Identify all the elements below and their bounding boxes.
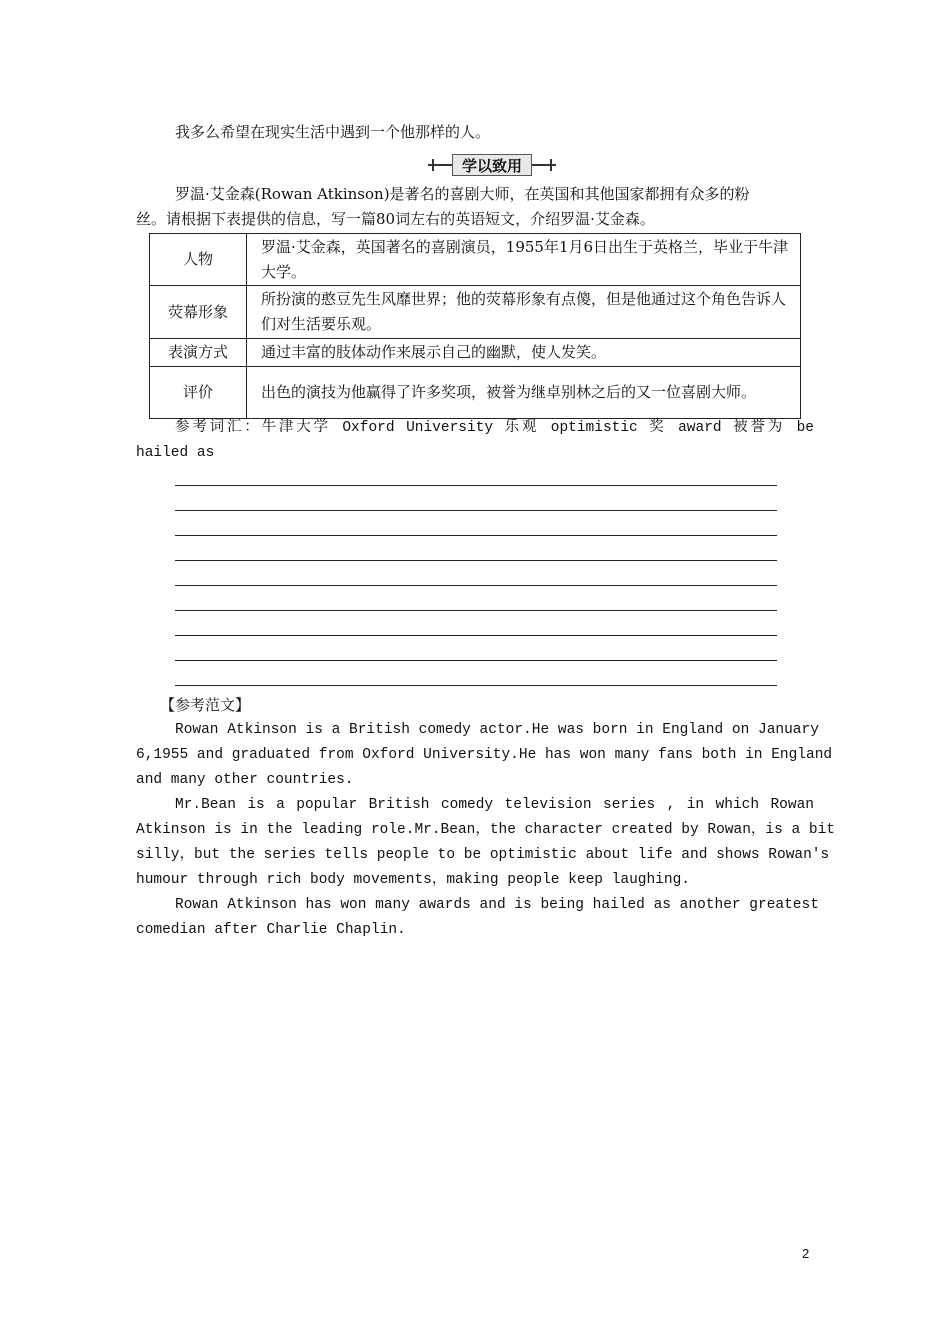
writing-line[interactable] — [175, 660, 777, 661]
vocab-line-2: hailed as — [136, 445, 215, 461]
info-table — [149, 233, 801, 419]
section-title: 学以致用 — [452, 154, 532, 176]
sample-line: and many other countries. — [136, 772, 354, 788]
row-key: 荧幕形象 — [150, 286, 247, 339]
heading-rule-right — [532, 164, 556, 166]
sample-line: humour through rich body movements，making people keep laughing. — [136, 872, 690, 888]
writing-line[interactable] — [175, 535, 777, 536]
writing-line[interactable] — [175, 510, 777, 511]
table-row — [150, 234, 801, 286]
task-line-2: 丝。请根据下表提供的信息，写一篇80词左右的英语短文，介绍罗温·艾金森。 — [136, 210, 655, 228]
row-key: 人物 — [150, 234, 247, 286]
writing-line[interactable] — [175, 610, 777, 611]
intro-line: 我多么希望在现实生活中遇到一个他那样的人。 — [175, 123, 491, 141]
sample-line: silly，but the series tells people to be optimistic about life and shows Rowan's — [136, 847, 830, 863]
sample-line: 6,1955 and graduated from Oxford University.He has won many fans both in England — [136, 747, 833, 763]
heading-tick-left — [432, 159, 434, 171]
sample-line: Rowan Atkinson is a British comedy actor.He was born in England on January — [175, 722, 819, 738]
writing-line[interactable] — [175, 685, 777, 686]
row-key: 评价 — [150, 367, 247, 419]
table-row — [150, 339, 801, 367]
row-value: 通过丰富的肢体动作来展示自己的幽默，使人发笑。 — [247, 339, 801, 367]
writing-line[interactable] — [175, 560, 777, 561]
table-row — [150, 286, 801, 339]
writing-line[interactable] — [175, 585, 777, 586]
row-value: 罗温·艾金森，英国著名的喜剧演员，1955年1月6日出生于英格兰，毕业于牛津大学。 — [247, 234, 801, 286]
row-key: 表演方式 — [150, 339, 247, 367]
sample-line: Atkinson is in the leading role.Mr.Bean，the character created by Rowan，is a bit — [136, 822, 836, 838]
vocab-line-1: 参考词汇：牛津大学 Oxford University 乐观 optimistic 奖 award 被誉为 be — [175, 420, 814, 436]
page-number: 2 — [802, 1246, 810, 1261]
row-value: 所扮演的憨豆先生风靡世界；他的荧幕形象有点傻，但是他通过这个角色告诉人们对生活要乐观。 — [247, 286, 801, 339]
sample-heading: 【参考范文】 — [160, 696, 251, 714]
sample-line: Rowan Atkinson has won many awards and is being hailed as another greatest — [175, 897, 819, 913]
table-row — [150, 367, 801, 419]
row-value: 出色的演技为他赢得了许多奖项，被誉为继卓别林之后的又一位喜剧大师。 — [247, 367, 801, 419]
sample-line: Mr.Bean is a popular British comedy television series , in which Rowan — [175, 797, 814, 813]
writing-line[interactable] — [175, 635, 777, 636]
writing-line[interactable] — [175, 485, 777, 486]
section-heading — [428, 154, 556, 176]
task-line-1: 罗温·艾金森(Rowan Atkinson)是著名的喜剧大师，在英国和其他国家都拥有众多的粉 — [175, 185, 750, 203]
sample-line: comedian after Charlie Chaplin. — [136, 922, 406, 938]
